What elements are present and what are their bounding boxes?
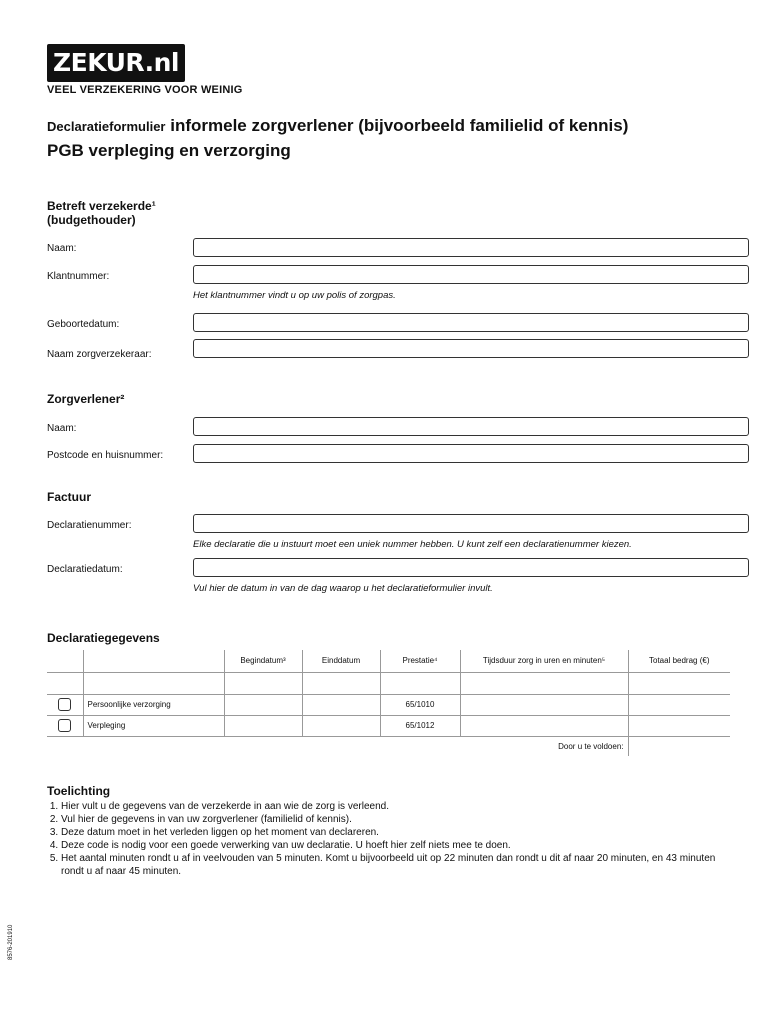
form-subtitle: PGB verpleging en verzorging <box>47 141 291 160</box>
dob-label: Geboortedatum: <box>47 319 120 330</box>
checkbox-personal-care[interactable] <box>58 698 71 711</box>
column-header-total: Totaal bedrag (€) <box>628 650 730 672</box>
duration-cell[interactable] <box>460 715 628 736</box>
table-cell <box>83 736 224 756</box>
note-item: 3. Deze datum moet in het verleden liggen op het moment van declareren. <box>61 826 727 839</box>
column-header-prestatie: Prestatie⁴ <box>380 650 460 672</box>
row-label-personal-care: Persoonlijke verzorging <box>83 694 224 715</box>
insurer-name-field[interactable] <box>193 339 749 358</box>
column-header-enddate: Einddatum <box>302 650 380 672</box>
table-header-cell <box>47 650 83 672</box>
table-cell <box>47 736 83 756</box>
invoice-number-field[interactable] <box>193 514 749 533</box>
title-prefix: Declaratieformulier <box>47 119 166 134</box>
table-header-cell <box>83 650 224 672</box>
table-header-row <box>47 650 730 672</box>
startdate-cell[interactable] <box>224 694 302 715</box>
table-total-row <box>47 736 730 756</box>
note-item: 5. Het aantal minuten rondt u af in veelvouden van 5 minuten. Komt u bijvoorbeeld uit op 22 minuten dan rondt u dit af naar 20 minuten, en 43 minuten rondt u af naar 45 minuten. <box>61 852 727 878</box>
checkbox-nursing[interactable] <box>58 719 71 732</box>
total-due-label: Door u te voldoen: <box>460 736 628 756</box>
total-due-field[interactable] <box>628 736 730 756</box>
table-row <box>47 715 730 736</box>
total-cell[interactable] <box>628 715 730 736</box>
insurer-name-label: Naam zorgverzekeraar: <box>47 349 152 360</box>
provider-heading: Zorgverlener² <box>47 392 125 406</box>
insured-heading-line2: (budgethouder) <box>47 213 136 227</box>
insured-heading-line1: Betreft verzekerde¹ <box>47 199 156 213</box>
note-item: 4. Deze code is nodig voor een goede verwerking van uw declaratie. U hoeft hier zelf niets mee te doen. <box>61 839 727 852</box>
table-cell <box>47 672 83 694</box>
prestatie-code: 65/1012 <box>380 715 460 736</box>
table-cell <box>83 672 224 694</box>
brand-tagline: VEEL VERZEKERING VOOR WEINIG <box>47 84 243 96</box>
column-header-startdate: Begindatum³ <box>224 650 302 672</box>
invoice-number-hint: Elke declaratie die u instuurt moet een uniek nummer hebben. U kunt zelf een declaratienummer kiezen. <box>193 539 632 550</box>
insured-heading <box>47 199 156 227</box>
table-cell[interactable] <box>628 672 730 694</box>
title-main: informele zorgverlener (bijvoorbeeld familielid of kennis) <box>170 116 629 135</box>
provider-name-field[interactable] <box>193 417 749 436</box>
client-number-field[interactable] <box>193 265 749 284</box>
table-cell <box>380 672 460 694</box>
client-number-label: Klantnummer: <box>47 271 110 282</box>
provider-postcode-label: Postcode en huisnummer: <box>47 450 164 461</box>
notes-list <box>47 800 727 878</box>
provider-postcode-field[interactable] <box>193 444 749 463</box>
insured-name-field[interactable] <box>193 238 749 257</box>
table-cell[interactable] <box>302 672 380 694</box>
table-cell[interactable] <box>460 672 628 694</box>
duration-cell[interactable] <box>460 694 628 715</box>
dob-field[interactable] <box>193 313 749 332</box>
declaration-heading: Declaratiegegevens <box>47 631 160 645</box>
table-row <box>47 694 730 715</box>
table-cell <box>47 694 83 715</box>
total-cell[interactable] <box>628 694 730 715</box>
enddate-cell[interactable] <box>302 715 380 736</box>
declaration-table <box>47 650 730 756</box>
form-code: 8576-201910 <box>8 924 14 960</box>
table-cell <box>302 736 380 756</box>
invoice-number-label: Declaratienummer: <box>47 520 132 531</box>
invoice-date-field[interactable] <box>193 558 749 577</box>
invoice-heading: Factuur <box>47 490 92 504</box>
row-label-nursing: Verpleging <box>83 715 224 736</box>
table-cell <box>224 736 302 756</box>
table-row <box>47 672 730 694</box>
prestatie-code: 65/1010 <box>380 694 460 715</box>
invoice-date-hint: Vul hier de datum in van de dag waarop u het declaratieformulier invult. <box>193 583 493 594</box>
table-cell[interactable] <box>224 672 302 694</box>
notes-heading: Toelichting <box>47 784 111 798</box>
form-title <box>47 116 628 136</box>
startdate-cell[interactable] <box>224 715 302 736</box>
brand-logo: ZEKUR.nl <box>47 44 185 82</box>
insured-name-label: Naam: <box>47 243 77 254</box>
note-item: 2. Vul hier de gegevens in van uw zorgverlener (familielid of kennis). <box>61 813 727 826</box>
column-header-duration: Tijdsduur zorg in uren en minuten⁵ <box>460 650 628 672</box>
enddate-cell[interactable] <box>302 694 380 715</box>
invoice-date-label: Declaratiedatum: <box>47 564 123 575</box>
client-number-hint: Het klantnummer vindt u op uw polis of zorgpas. <box>193 290 396 301</box>
provider-name-label: Naam: <box>47 423 77 434</box>
note-item: 1. Hier vult u de gegevens van de verzekerde in aan wie de zorg is verleend. <box>61 800 727 813</box>
table-cell <box>380 736 460 756</box>
table-cell <box>47 715 83 736</box>
